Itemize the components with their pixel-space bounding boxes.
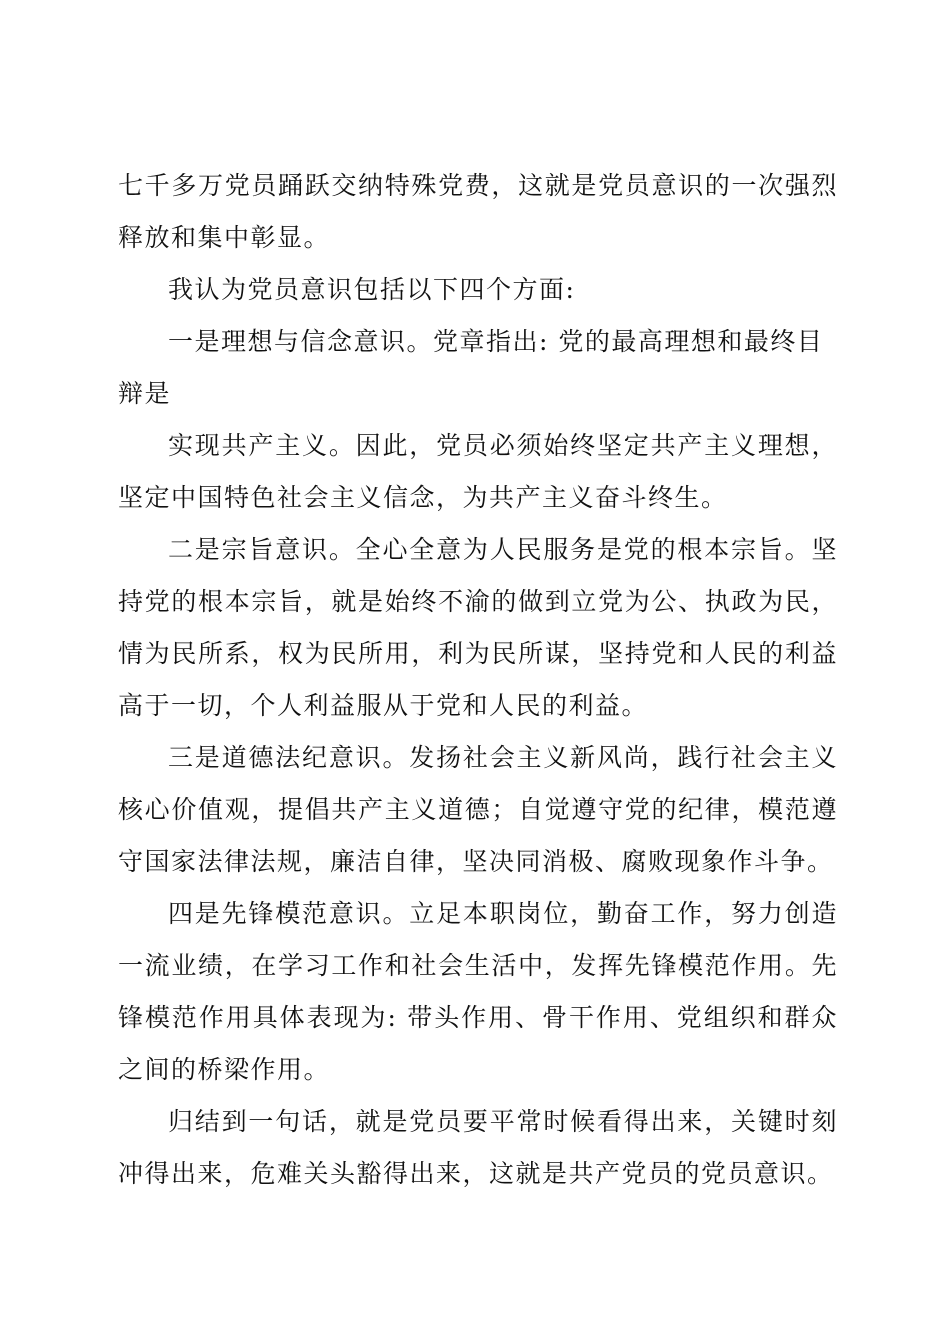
paragraph-intro: 我认为党员意识包括以下四个方面: [168, 275, 576, 304]
paragraph-ideal-belief: 一是理想与信念意识。党章指出: 党的最高理想和最终目 [168, 327, 824, 356]
paragraph-vanguard: 四是先锋模范意识。立足本职岗位，勤奋工作，努力创造一流业绩，在学习工作和社会生活中，发挥先锋模范作用。先锋模范作用具体表现为: 带头作用、骨干作用、党组织和群众之间的桥梁作用。 [118, 899, 838, 1084]
paragraph-purpose: 二是宗旨意识。全心全意为人民服务是党的根本宗旨。坚持党的根本宗旨，就是始终不渝的做到立党为公、执政为民，情为民所系，权为民所用，利为民所谋，坚持党和人民的利益高于一切，个人利益服从于党和人民的利益。 [118, 535, 838, 720]
paragraph-continuation: 七千多万党员踊跃交纳特殊党费，这就是党员意识的一次强烈释放和集中彰显。 [118, 171, 838, 252]
paragraph-conclusion: 归结到一句话，就是党员要平常时候看得出来，关键时刻冲得出来，危难关头豁得出来，这就是共产党员的党员意识。 [118, 1107, 838, 1188]
paragraph-communism: 实现共产主义。因此，党员必须始终坚定共产主义理想，坚定中国特色社会主义信念，为共产主义奋斗终生。 [118, 431, 838, 512]
paragraph-fragment: 辩是 [118, 379, 172, 408]
paragraph-morality-discipline: 三是道德法纪意识。发扬社会主义新风尚，践行社会主义核心价值观，提倡共产主义道德；自觉遵守党的纪律，模范遵守国家法律法规，廉洁自律，坚决同消极、腐败现象作斗争。 [118, 743, 838, 876]
document-body [118, 160, 838, 1200]
